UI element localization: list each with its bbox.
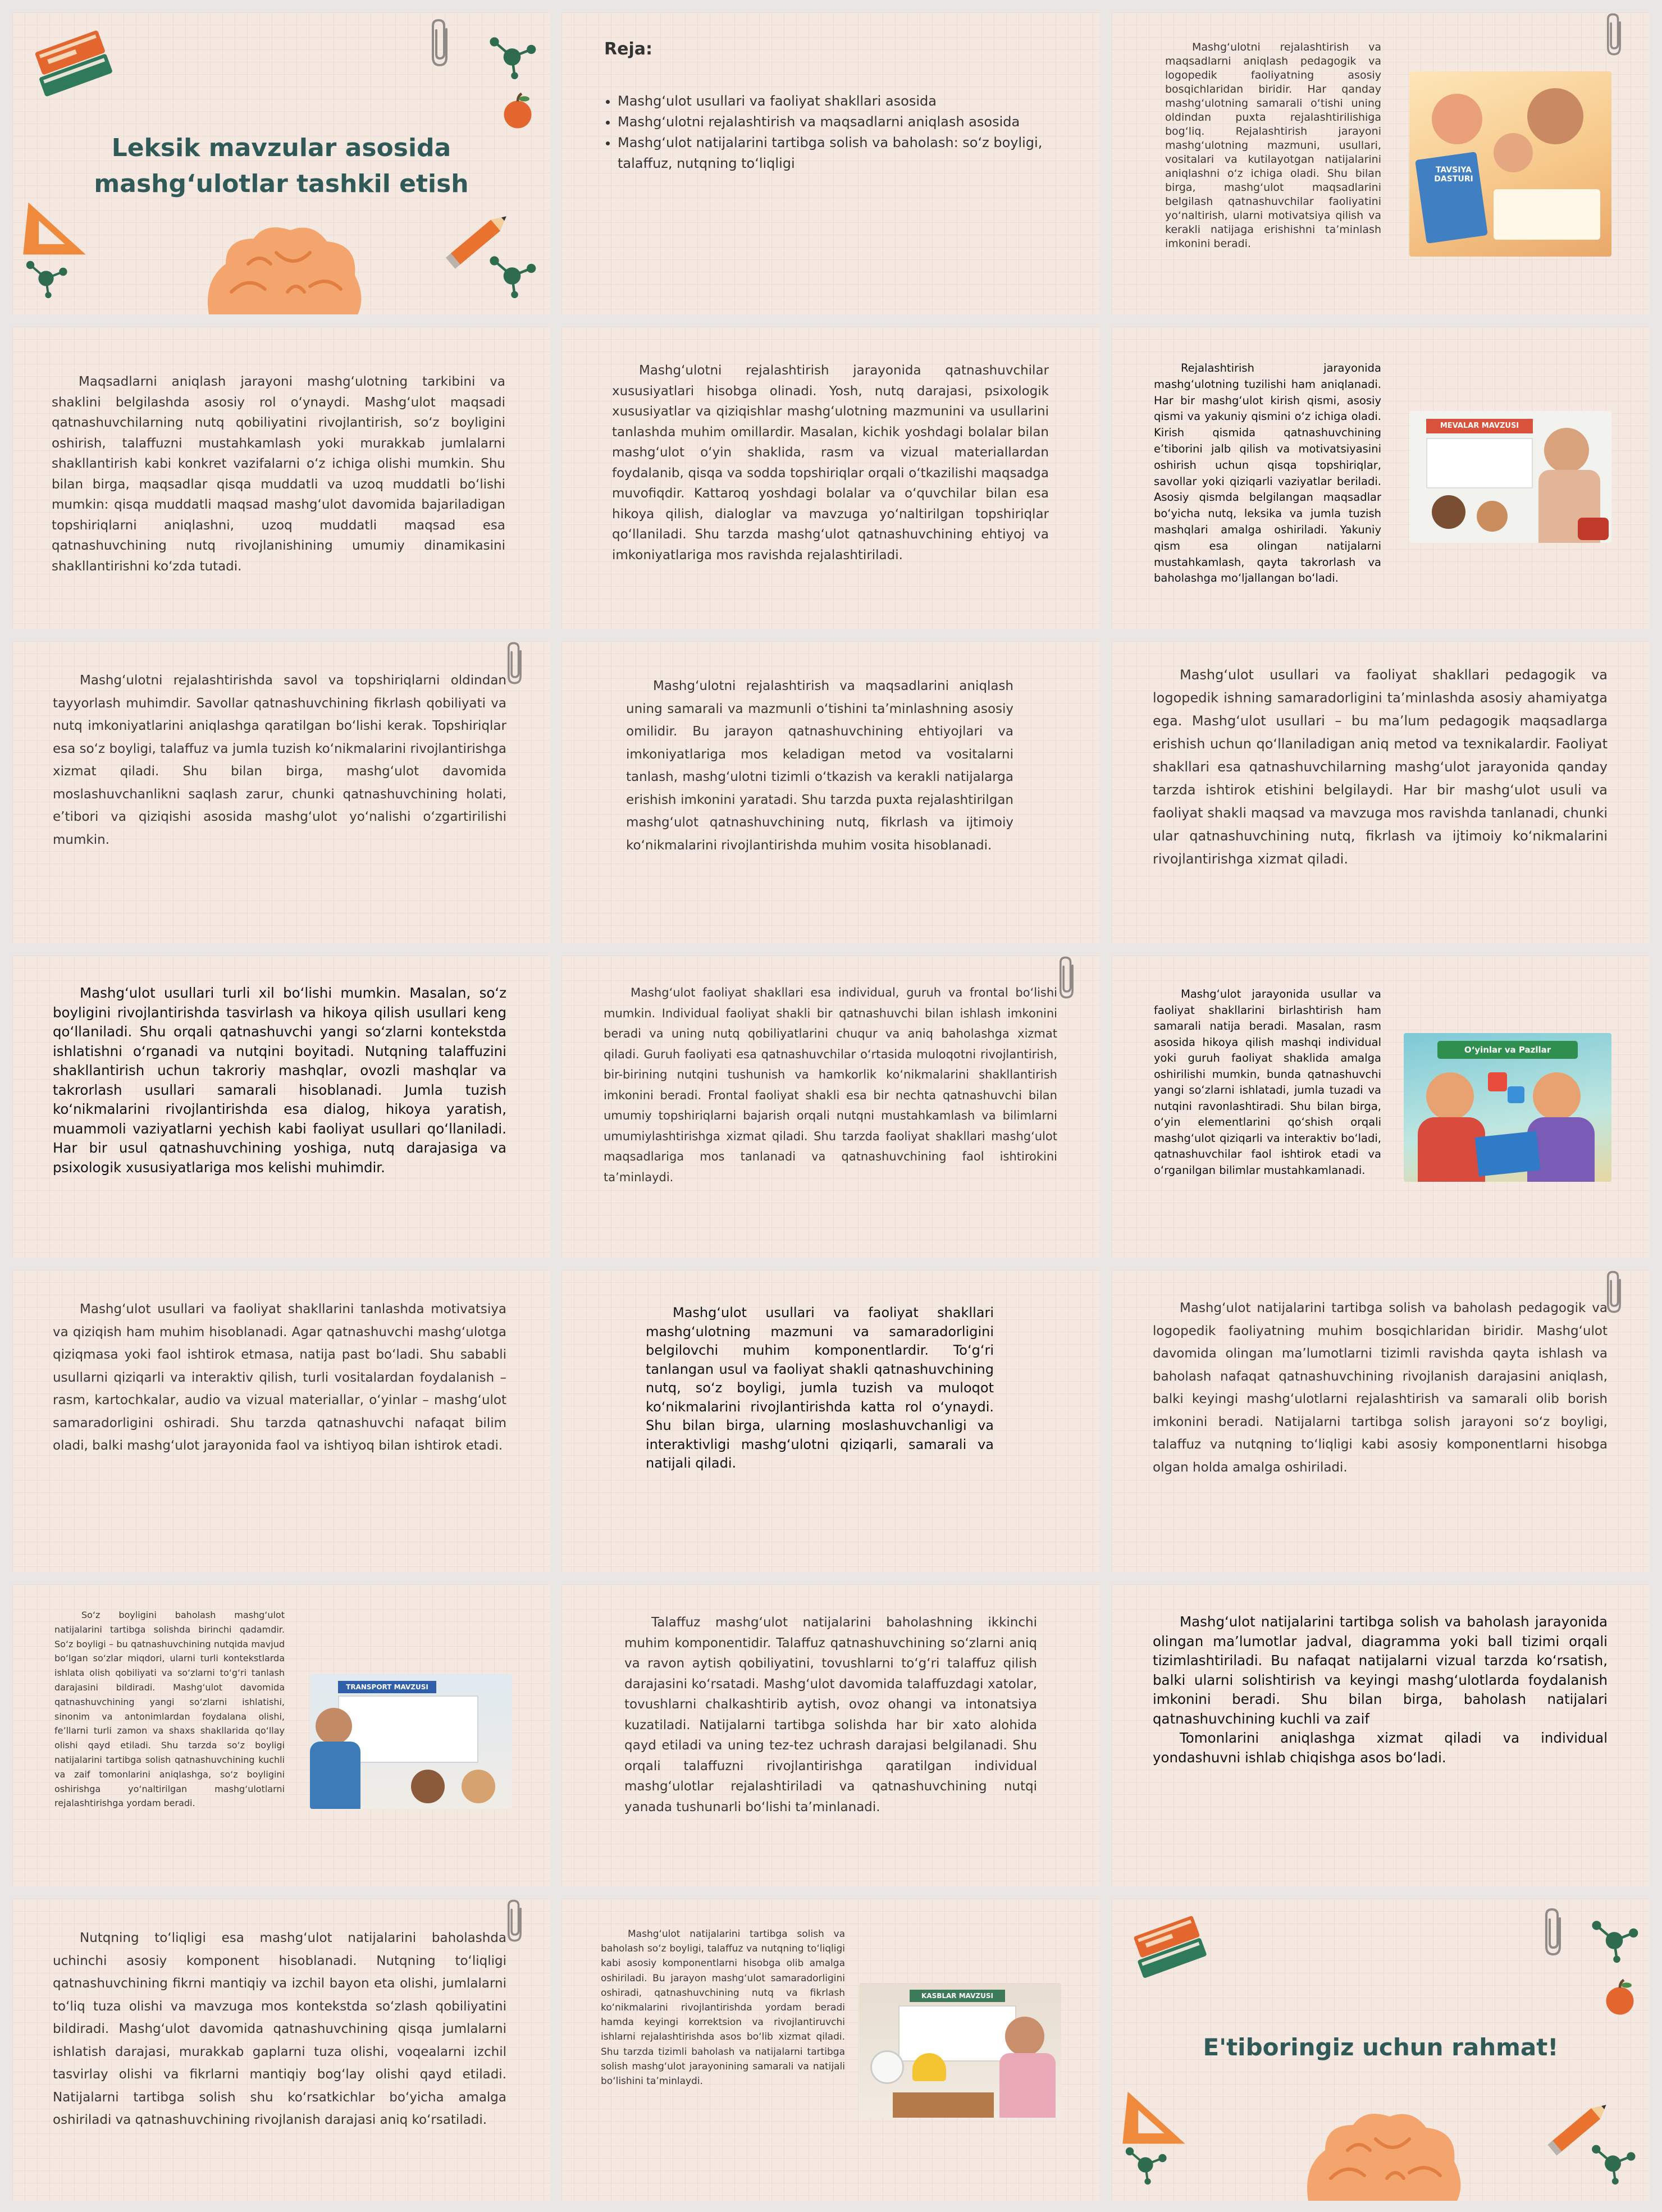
molecule-icon bbox=[24, 254, 69, 299]
slide-body-text: Rejalashtirish jarayonida mashg‘ulotning tuzilishi ham aniqlanadi. Har bir mashg‘ulot kirish qismi, asosiy qismi va yakuniy qismini o‘z ichiga oladi. Kirish qismida qatnashuvchining e’tiborini jalb qilish va motivatsiyasini oshirish uchun qisqa topshiriqlar, savollar yoki qiziqarli vaziyatlar beriladi. Asosiy qismda belgilangan maqsadlar bo‘yicha nutq, leksika va jumla tuzish mashqlari amalga oshiriladi. Yakuniy qism esa olingan natijalarni mustahkamlash, qayta takrorlash va baholashga mo‘ljallangan bo‘ladi. bbox=[1154, 362, 1381, 585]
slide-body-text: Mashg‘ulot faoliyat shakllari esa individual, guruh va frontal bo‘lishi mumkin. Individual faoliyat shakli bir qatnashuvchi bilan ishlash imkonini beradi va uning nutq qobiliyatlarini chuqur va aniq baholashga xizmat qiladi. Guruh faoliyati esa qatnashuvchilar o‘rtasida muloqotni rivojlantirish, bir-birining nutqini tushunish va hamkorlik ko‘nikmalarini shakllantirish imkonini beradi. Frontal faoliyat shakli esa bir nechta qatnashuvchi bilan umumiy topshiriqlarni bajarish orqali nutqni mustahkamlash va bilimlarni umumiylashtirishga xizmat qiladi. Shu tarzda faoliyat shakllari mashg‘ulot maqsadlariga mos tanlanadi va qatnashuvchining faol ishtirokini ta’minlaydi. bbox=[604, 986, 1057, 1184]
slide-plan bbox=[561, 12, 1099, 314]
slide-methods-intro bbox=[1112, 641, 1650, 943]
slide-title bbox=[12, 12, 550, 314]
slide-motivation bbox=[12, 1270, 550, 1572]
book-stack-icon bbox=[1123, 1910, 1213, 1983]
slide-body-text: Mashg‘ulotni rejalashtirishda savol va topshiriqlarni oldindan tayyorlash muhimdir. Savollar qatnashuvchining fikrlash qobiliyati va nutq imkoniyatlarini aniqlashga qaratilgan bo‘lishi kerak. Topshiriqlar esa so‘z boyligi, talaffuz va jumla tuzish ko‘nikmalarini rivojlantirishga xizmat qiladi. Shu bilan birga, mashg‘ulot davomida moslashuvchanlikni saqlash zarur, chunki qatnashuvchining holati, e’tibori va qiziqishi asosida mashg‘ulot yo‘nalishi o‘zgartirilishi mumkin. bbox=[53, 673, 506, 847]
molecule-icon bbox=[1589, 1913, 1640, 1963]
slide-methods-variety bbox=[12, 956, 550, 1258]
slide-body-text: Mashg‘ulot natijalarini tartibga solish va baholash so‘z boyligi, talaffuz va nutqning to‘liqligi kabi asosiy komponentlarni hisobga olib amalga oshiriladi. Bu jarayon mashg‘ulot samaradorligini oshiradi, qatnashuvchining nutq va fikrlash ko‘nikmalarini rivojlantirishda yordam beradi hamda keyingi korrektsion va rivojlantiruvchi ishlarni rejalashtirishda asos bo‘lib xizmat qiladi. Shu tarzda tizimli baholash va natijalarni tartibga solish mashg‘ulot jarayonining samarali va natijali bo‘lishini ta’minlaydi. bbox=[601, 1928, 845, 2087]
slide-body-text: Mashg‘ulot usullari va faoliyat shakllarini tanlashda motivatsiya va qiziqish ham muhim hisoblanadi. Agar qatnashuvchi mashg‘ulotga qiziqmasa yoki faol ishtirok etmasa, natija past bo‘ladi. Shu sababli usullarni qiziqarli va interaktiv qilish, turli vositalardan foydalanish – rasm, kartochkalar, audio va vizual materiallar, o‘yinlar – mashg‘ulot samaradorligini oshiradi. Shu tarzda qatnashuvchi nafaqat bilim oladi, balki mashg‘ulot jarayonida faol va ishtiyoq bilan ishtirok etadi. bbox=[53, 1302, 506, 1453]
slide-goals bbox=[12, 327, 550, 629]
paperclip-icon bbox=[1058, 956, 1079, 1000]
slide-activity-forms bbox=[561, 956, 1099, 1258]
slide-body-text: Nutqning to‘liqligi esa mashg‘ulot natijalarini baholashda uchinchi asosiy komponent hisoblanadi. Nutqning to‘liqligi qatnashuvchining fikrni mantiqiy va izchil bayon eta olishi, jumlalarni to‘liq tuza olishi va mavzuga mos kontekstda so‘zlash qobiliyatini bildiradi. Mashg‘ulot davomida qatnashuvchining qisqa jumlalarni ishlatish darajasi, murakkab gaplarni tuza olishi, voqealarni izchil tasvirlay olishi va fikrlarni mantiqiy bog‘lay olishi qayd etiladi. Natijalarni tartibga solish shu ko‘rsatkichlar bo‘yicha amalga oshiriladi va qatnashuvchining rivojlanish darajasi aniq ko‘rsatiladi. bbox=[53, 1931, 506, 2127]
slide-body-text: Mashg‘ulot usullari turli xil bo‘lishi mumkin. Masalan, so‘z boyligini rivojlantirishda tasvirlash va hikoya qilish usullari keng qo‘llaniladi. Shu orqali qatnashuvchi yangi so‘zlarni kontekstda ishlatishni o‘rganadi va nutqini boyitadi. Nutqning talaffuzini shakllantirish uchun takroriy mashqlar, ovozli mashqlar va takrorlash usullari samarali hisoblanadi. Jumla tuzish ko‘nikmalarini rivojlantirishda esa dialog, hikoya yaratish, muammoli vaziyatlarni yechish kabi faoliyat usullari qo‘llaniladi. Har bir usul qatnashuvchining yoshiga, nutq darajasiga va psixologik xususiyatlariga mos kelishi muhimdir. bbox=[53, 985, 506, 1176]
slide-body-text: Mashg‘ulot jarayonida usullar va faoliyat shakllarini birlashtirish ham samarali natija beradi. Masalan, rasm asosida hikoya qilish mashqi individual yoki guruh faoliyat shaklida amalga oshirilishi mumkin, bunda qatnashuvchi yangi so‘zlarni ishlatadi, jumla tuzadi va nutqini ravonlashtiradi. Shu bilan birga, o‘yin elementlarini qo‘shish orqali mashg‘ulot qiziqarli va interaktiv bo‘ladi, qatnashuvchilar faol ishtirok etadi va o‘rganilgan bilimlar mustahkamlanadi. bbox=[1154, 988, 1381, 1177]
molecule-icon bbox=[487, 29, 537, 80]
fruit-lesson-image bbox=[1409, 411, 1611, 543]
plan-item: • Mashg‘ulotni rejalashtirish va maqsadlarni aniqlash asosida bbox=[618, 112, 1044, 132]
molecule-icon bbox=[1123, 2140, 1168, 2185]
image-caption: TAVSIYA DASTURI bbox=[1434, 166, 1473, 184]
thank-you-title: E'tiboringiz uchun rahmat! bbox=[1203, 2033, 1559, 2061]
slide-body-text: So‘z boyligini baholash mashg‘ulot natijalarini tartibga solishda birinchi qadamdir. So‘z boyligi – bu qatnashuvchining nutqida mavjud bo‘lgan so‘zlar miqdori, ularni turli kontekstlarda ishlata olish qobiliyati va so‘zlarni to‘g‘ri tanlash darajasini bildiradi. Mashg‘ulot davomida qatnashuvchining yangi so‘zlarni ishlatishi, sinonim va antonimlardan foydalana olishi, fe’llarni turli zamon va shaxs shakllarida qo‘llay olishi qayd etiladi. Shu tarzda so‘z boyligi natijalarini tartibga solish qatnashuvchining kuchli va zaif tomonlarini aniqlashga, so‘z boyligini oshirishga yo‘naltirilgan mashg‘ulotlarni rejalashtirishga yordam beradi. bbox=[54, 1610, 285, 1809]
paperclip-icon bbox=[506, 641, 527, 686]
image-caption: MEVALAR MAVZUSI bbox=[1426, 419, 1533, 433]
slide-paragraph: Tomonlarini aniqlashga xizmat qiladi va individual yondashuvni ishlab chiqishga asos bo‘ladi. bbox=[1153, 1730, 1608, 1766]
molecule-icon bbox=[487, 248, 537, 299]
brain-icon bbox=[192, 219, 372, 314]
slide-paragraph: Mashg‘ulot natijalarini tartibga solish va baholash jarayonida olingan ma’lumotlar jadval, diagramma yoki ball tizimi orqali tizimlashtiriladi. Bu nafaqat natijalarni vizual tarzda ko‘rsatish, balki ularni solishtirish va keyingi mashg‘ulotlarda foydalanish imkonini beradi. Shu bilan birga, baholash natijalari qatnashuvchining kuchli va zaif bbox=[1153, 1614, 1608, 1727]
slide-combining-methods bbox=[1112, 956, 1650, 1258]
slide-structure bbox=[1112, 327, 1650, 629]
apple-icon bbox=[498, 91, 537, 130]
slide-participants bbox=[561, 327, 1099, 629]
slide-body-text bbox=[1153, 1612, 1608, 1767]
plan-title: Reja: bbox=[604, 39, 652, 59]
transport-lesson-image bbox=[310, 1674, 512, 1809]
slide-title-text: Leksik mavzular asosida mashg‘ulotlar tashkil etish bbox=[94, 134, 469, 198]
slide-pronunciation bbox=[561, 1584, 1099, 1886]
plan-item: • Mashg‘ulot usullari va faoliyat shakllari asosida bbox=[618, 91, 1044, 112]
slide-results-intro bbox=[1112, 1270, 1650, 1572]
slide-body-text: Mashg‘ulotni rejalashtirish jarayonida qatnashuvchilar xususiyatlari hisobga olinadi. Yosh, nutq darajasi, psixologik xususiyatlar va qiziqishlar mashg‘ulotning mazmunini va usullarini tanlashda muhim omillardir. Masalan, kichik yoshdagi bolalar bilan mashg‘ulot o‘yin shaklida, rasm va vizual materiallardan foydalanib, qisqa va sodda topshiriqlar orqali o‘tkazilishi maqsadga muvofiqdir. Kattaroq yoshdagi bolalar va o‘quvchilar bilan esa hikoya qilish, dialoglar va mavzuga yo‘naltirilgan topshiriqlar qo‘llaniladi. Shu tarzda mashg‘ulot qatnashuvchining ehtiyoj va imkoniyatlariga mos ravishda rejalashtiriladi. bbox=[612, 363, 1049, 563]
slide-planning-summary bbox=[561, 641, 1099, 943]
book-stack-icon bbox=[24, 24, 119, 102]
slide-speech-completeness bbox=[12, 1899, 550, 2201]
slide-body-text: Mashg‘ulot usullari va faoliyat shakllari pedagogik va logopedik ishning samaradorligini ta’minlashda asosiy ahamiyatga ega. Mashg‘ulot usullari – bu ma’lum pedagogik maqsadlarga erishish uchun qo‘llaniladigan aniq metod va texnikalardir. Faoliyat shakllari esa qatnashuvchilarning mashg‘ulot jarayonida qanday tarzda ishtirok etishini belgilaydi. Har bir mashg‘ulot usuli va faoliyat shakli maqsad va mavzuga mos ravishda tanlanadi, chunki ular qatnashuvchining nutq, fikrlash va ijtimoiy ko‘nikmalarini rivojlantirishga xizmat qiladi. bbox=[1153, 667, 1608, 867]
slide-vocabulary bbox=[12, 1584, 550, 1886]
slide-thank-you bbox=[1112, 1899, 1650, 2201]
family-reading-image bbox=[1409, 71, 1611, 257]
image-caption: KASBLAR MAVZUSI bbox=[910, 1990, 1005, 2002]
games-puzzles-image bbox=[1404, 1033, 1611, 1182]
paperclip-icon bbox=[431, 18, 453, 68]
plan-list bbox=[618, 91, 1044, 174]
paperclip-icon bbox=[1606, 1270, 1626, 1315]
professions-lesson-image bbox=[859, 1983, 1061, 2118]
paperclip-icon bbox=[1544, 1907, 1567, 1958]
slide-body-text: Talaffuz mashg‘ulot natijalarini baholashning ikkinchi muhim komponentidir. Talaffuz qatnashuvchining so‘zlarni aniq va ravon aytish qobiliyatini, tovushlarni to‘g‘ri talaffuz qilish darajasini ko‘rsatadi. Mashg‘ulot davomida talaffuzdagi xatolar, tovushlarni chalkashtirib aytish, ovoz ohangi va intonatsiya kuzatiladi. Natijalarni tartibga solishda har bir xato alohida qayd etiladi va uning tez-tez uchrash darajasi belgilanadi. Shu orqali talaffuzni rivojlantirishga qaratilgan individual mashg‘ulotlar rejalashtiriladi va qatnashuvchining nutqi yanada tushunarli bo‘lishi ta’minlanadi. bbox=[624, 1615, 1037, 1815]
slide-body-text: Mashg‘ulotni rejalashtirish va maqsadlarni aniqlash pedagogik va logopedik faoliyatning asosiy bosqichlaridan biridir. Har qanday mashg‘ulotning samarali o‘tishi uning oldindan puxta rejalashtirilishiga bog‘liq. Rejalashtirish jarayoni mashg‘ulotning mazmuni, usullari, vositalari va kutilayotgan natijalarini aniqlashni o‘z ichiga oladi. Shu bilan birga, mashg‘ulot maqsadlarini belgilash qatnashuvchilar faoliyatini yo‘naltirish, ularni motivatsiya qilish va kerakli natijaga erishishni ta’minlash imkonini beradi. bbox=[1165, 41, 1381, 250]
paperclip-icon bbox=[1606, 12, 1626, 57]
molecule-icon bbox=[1589, 2137, 1637, 2185]
slide-body-text: Mashg‘ulot natijalarini tartibga solish va baholash pedagogik va logopedik faoliyatning muhim bosqichlaridan biridir. Mashg‘ulot davomida olingan ma’lumotlarni tizimli ravishda qayta ishlash va baholash nafaqat qatnashuvchining rivojlanish darajasini aniqlash, balki keyingi mashg‘ulotlarni rejalashtirish va samarali olib borish imkonini beradi. Natijalarni tartibga solish jarayoni so‘z boyligi, talaffuz va nutqning to‘liqligi kabi asosiy komponentlarni hisobga olgan holda amalga oshiriladi. bbox=[1153, 1301, 1608, 1475]
brain-icon bbox=[1291, 2105, 1471, 2201]
plan-item: • Mashg‘ulot natijalarini tartibga solish va baholash: so‘z boyligi, talaffuz, nutqning to‘liqligi bbox=[618, 132, 1044, 174]
paperclip-icon bbox=[506, 1899, 527, 1944]
slide-body-text: Mashg‘ulot usullari va faoliyat shakllari mashg‘ulotning mazmuni va samaradorligini belgilovchi muhim komponentlardir. To‘g‘ri tanlangan usul va faoliyat shakli qatnashuvchining nutq, so‘z boyligi, jumla tuzish va muloqot ko‘nikmalarini rivojlantirishda katta rol o‘ynaydi. Shu bilan birga, ularning moslashuvchanligi va interaktivligi mashg‘ulotni qiziqarli, samarali va natijali qiladi. bbox=[646, 1305, 994, 1471]
slide-body-text: Maqsadlarni aniqlash jarayoni mashg‘ulotning tarkibini va shaklini belgilashda asosiy rol o‘ynaydi. Mashg‘ulot maqsadi qatnashuvchilarning nutq qobiliyatini rivojlantirish, so‘z boyligini oshirish, talaffuzni mustahkamlash yoki murakkab jumlalarni shakllantirish kabi konkret vazifalarni o‘z ichiga olishi mumkin. Shu bilan birga, maqsadlar qisqa muddatli va uzoq muddatli bo‘lishi mumkin: qisqa muddatli maqsad mashg‘ulot davomida bajariladigan topshiriqlarni aniqlashni, uzoq muddatli maqsad esa qatnashuvchining nutq rivojlanishining umumiy dinamikasini shakllantirishni ko‘zda tutadi. bbox=[52, 374, 505, 574]
slide-results-systematization bbox=[1112, 1584, 1650, 1886]
image-caption: O‘yinlar va Pazllar bbox=[1437, 1041, 1578, 1059]
apple-icon bbox=[1600, 1977, 1640, 2017]
slide-questions bbox=[12, 641, 550, 943]
slide-results-summary bbox=[561, 1899, 1099, 2201]
slide-planning-intro bbox=[1112, 12, 1650, 314]
slide-methods-summary bbox=[561, 1270, 1099, 1572]
slide-body-text: Mashg‘ulotni rejalashtirish va maqsadlarini aniqlash uning samarali va mazmunli o‘tishini ta’minlashning asosiy omilidir. Bu jarayon qatnashuvchining ehtiyojlari va imkoniyatlariga mos keladigan metod va vositalarni tanlash, mashg‘ulotni tizimli o‘tkazish va kerakli natijalarga erishish imkonini yaratadi. Shu tarzda puxta rejalashtirilgan mashg‘ulot qatnashuvchining nutq, fikrlash va ijtimoiy ko‘nikmalarini rivojlantirishda muhim vosita hisoblanadi. bbox=[626, 679, 1013, 853]
image-caption: TRANSPORT MAVZUSI bbox=[338, 1681, 436, 1693]
